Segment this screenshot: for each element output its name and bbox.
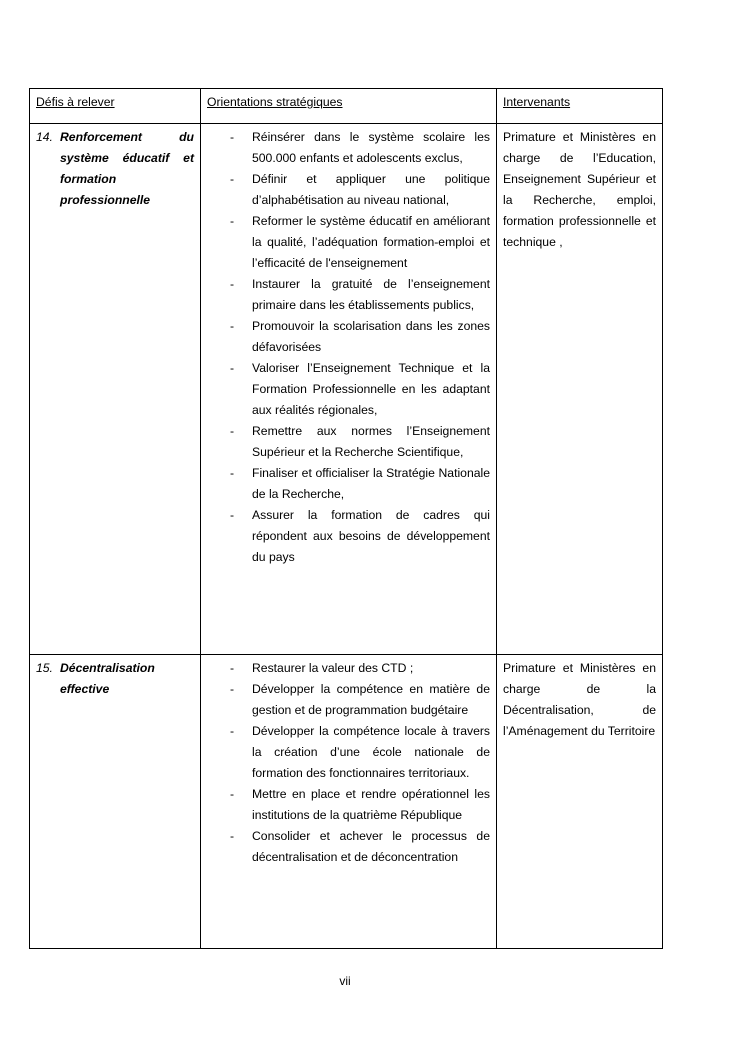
stakeholders-cell (497, 655, 663, 949)
orientation-item: - Développer la compétence en matière de gestion et de programmation budgétaire (207, 679, 490, 721)
challenge-number: 15. (36, 661, 53, 675)
header-challenges: Défis à relever (30, 89, 201, 124)
orientation-item: - Remettre aux normes l’Enseignement Supérieur et la Recherche Scientifique, (207, 421, 490, 463)
table-row (30, 655, 663, 949)
stakeholders-cell (497, 124, 663, 655)
stakeholders-text: Primature et Ministères en charge de la Décentralisation, de l’Aménagement du Territoire (503, 661, 656, 738)
orientation-item: - Valoriser l’Enseignement Technique et la Formation Professionnelle en les adaptant aux réalités régionales, (207, 358, 490, 421)
challenge-cell (30, 124, 201, 655)
orientation-item: - Instaurer la gratuité de l’enseignement primaire dans les établissements publics, (207, 274, 490, 316)
orientation-item: - Reformer le système éducatif en améliorant la qualité, l’adéquation formation-emploi et l’efficacité de l'enseignement (207, 211, 490, 274)
orientation-item: - Restaurer la valeur des CTD ; (207, 658, 490, 679)
strategy-table (29, 88, 663, 949)
orientation-item: - Mettre en place et rendre opérationnel les institutions de la quatrième République (207, 784, 490, 826)
orientation-item: - Finaliser et officialiser la Stratégie Nationale de la Recherche, (207, 463, 490, 505)
page-number: vii (339, 974, 351, 988)
challenge-title: Décentralisation effective (60, 661, 155, 696)
orientations-cell (201, 124, 497, 655)
challenge-cell (30, 655, 201, 949)
orientation-item: - Consolider et achever le processus de décentralisation et de déconcentration (207, 826, 490, 868)
table-row (30, 124, 663, 655)
orientation-item: - Développer la compétence locale à travers la création d’une école nationale de formation des fonctionnaires territoriaux. (207, 721, 490, 784)
orientation-item: - Promouvoir la scolarisation dans les zones défavorisées (207, 316, 490, 358)
table-header-row (30, 89, 663, 124)
orientations-cell (201, 655, 497, 949)
challenge-number: 14. (36, 130, 53, 144)
header-stakeholders: Intervenants (497, 89, 663, 124)
challenge-title: Renforcement du système éducatif et formation professionnelle (60, 130, 194, 207)
stakeholders-text: Primature et Ministères en charge de l’Education, Enseignement Supérieur et la Recherche, emploi, formation professionnelle et technique , (503, 130, 656, 249)
orientation-item: - Assurer la formation de cadres qui répondent aux besoins de développement du pays (207, 505, 490, 568)
orientation-item: - Réinsérer dans le système scolaire les 500.000 enfants et adolescents exclus, (207, 127, 490, 169)
header-orientations: Orientations stratégiques (201, 89, 497, 124)
orientation-item: - Définir et appliquer une politique d’alphabétisation au niveau national, (207, 169, 490, 211)
